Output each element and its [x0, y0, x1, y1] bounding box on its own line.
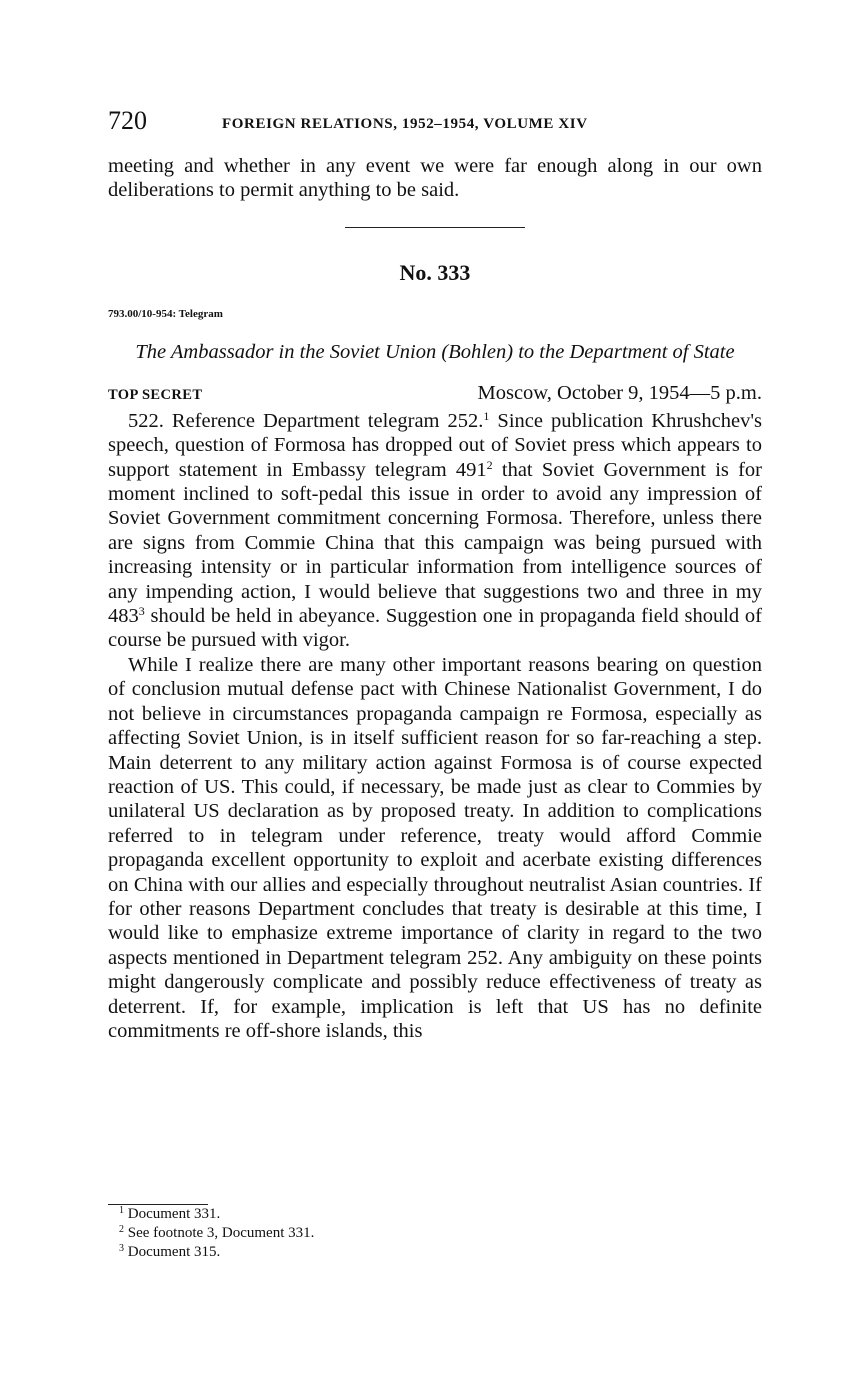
footnote-text: Document 331.	[124, 1206, 221, 1222]
footnote-text: See footnote 3, Document 331.	[124, 1225, 315, 1241]
running-head: FOREIGN RELATIONS, 1952–1954, VOLUME XIV	[222, 116, 588, 132]
footnote-ref: 3	[138, 604, 145, 619]
body-paragraph-1	[108, 409, 762, 653]
body-paragraph-2: While I realize there are many other important reasons bearing on question of conclusion mutual defense pact with Chinese Nationalist Government, I do not believe in circumstances propaganda campaign re Formosa, especially as affecting Soviet Union, is in itself sufficient reason for so far-reaching a step. Main deterrent to any military action against Formosa is of course expected reaction of US. This could, if necessary, be made just as clear to Commies by unilateral US declaration as by proposed treaty. In addition to complications referred to in telegram under reference, treaty would afford Commie propaganda excellent opportunity to exploit and acerbate existing differences on China with our allies and especially throughout neutralist Asian countries. If for other reasons Department concludes that treaty is desirable at this time, I would like to emphasize extreme importance of clarity in regard to the two aspects mentioned in Department telegram 252. Any ambiguity on these points might dangerously complicate and possibly reduce effectiveness of treaty as deterrent. If, for example, implication is left that US has no definite commitments re off-shore islands, this	[108, 653, 762, 1042]
classification-label: TOP SECRET	[108, 386, 203, 403]
footnote	[119, 1243, 762, 1262]
para1-segment: that Soviet Government is for moment inclined to soft-pedal this issue in order to avoid any impression of Soviet Government commitment concerning Formosa. Therefore, unless there are signs from Commie China that this campaign was being pursued with increasing intensity or in particular information from intelligence sources of any impending action, I would believe that suggestions two and three in my 483	[108, 458, 762, 628]
page-number: 720	[108, 106, 147, 135]
footnote-text: Document 315.	[124, 1244, 221, 1260]
footnote-marker: 1	[119, 1205, 124, 1216]
footnote-marker: 2	[119, 1224, 124, 1235]
para1-segment: 522. Reference Department telegram 252.	[128, 409, 484, 432]
document-number: No. 333	[399, 259, 471, 285]
dateline	[108, 382, 762, 408]
footnotes	[108, 1204, 762, 1262]
page-content	[108, 106, 762, 1043]
place-date: Moscow, October 9, 1954—5 p.m.	[477, 381, 762, 404]
para1-segment: Since publication Khrushchev's speech, question of Formosa has dropped out of Soviet press which appears to support statement in Embassy telegram 491	[108, 409, 762, 481]
footnote-ref: 2	[486, 457, 493, 472]
footnote-ref: 1	[483, 408, 490, 423]
footnote	[119, 1205, 762, 1224]
section-divider	[345, 227, 525, 228]
para1-segment: should be held in abeyance. Suggestion one in propaganda field should of course be pursued with vigor.	[108, 605, 762, 652]
file-reference: 793.00/10-954: Telegram	[108, 307, 223, 320]
carryover-paragraph: meeting and whether in any event we were far enough along in our own deliberations to permit anything to be said.	[108, 155, 762, 202]
footnote	[119, 1224, 762, 1243]
document-title: The Ambassador in the Soviet Union (Bohlen) to the Department of State	[135, 340, 735, 363]
footnote-marker: 3	[119, 1243, 124, 1254]
page-header	[108, 106, 762, 142]
